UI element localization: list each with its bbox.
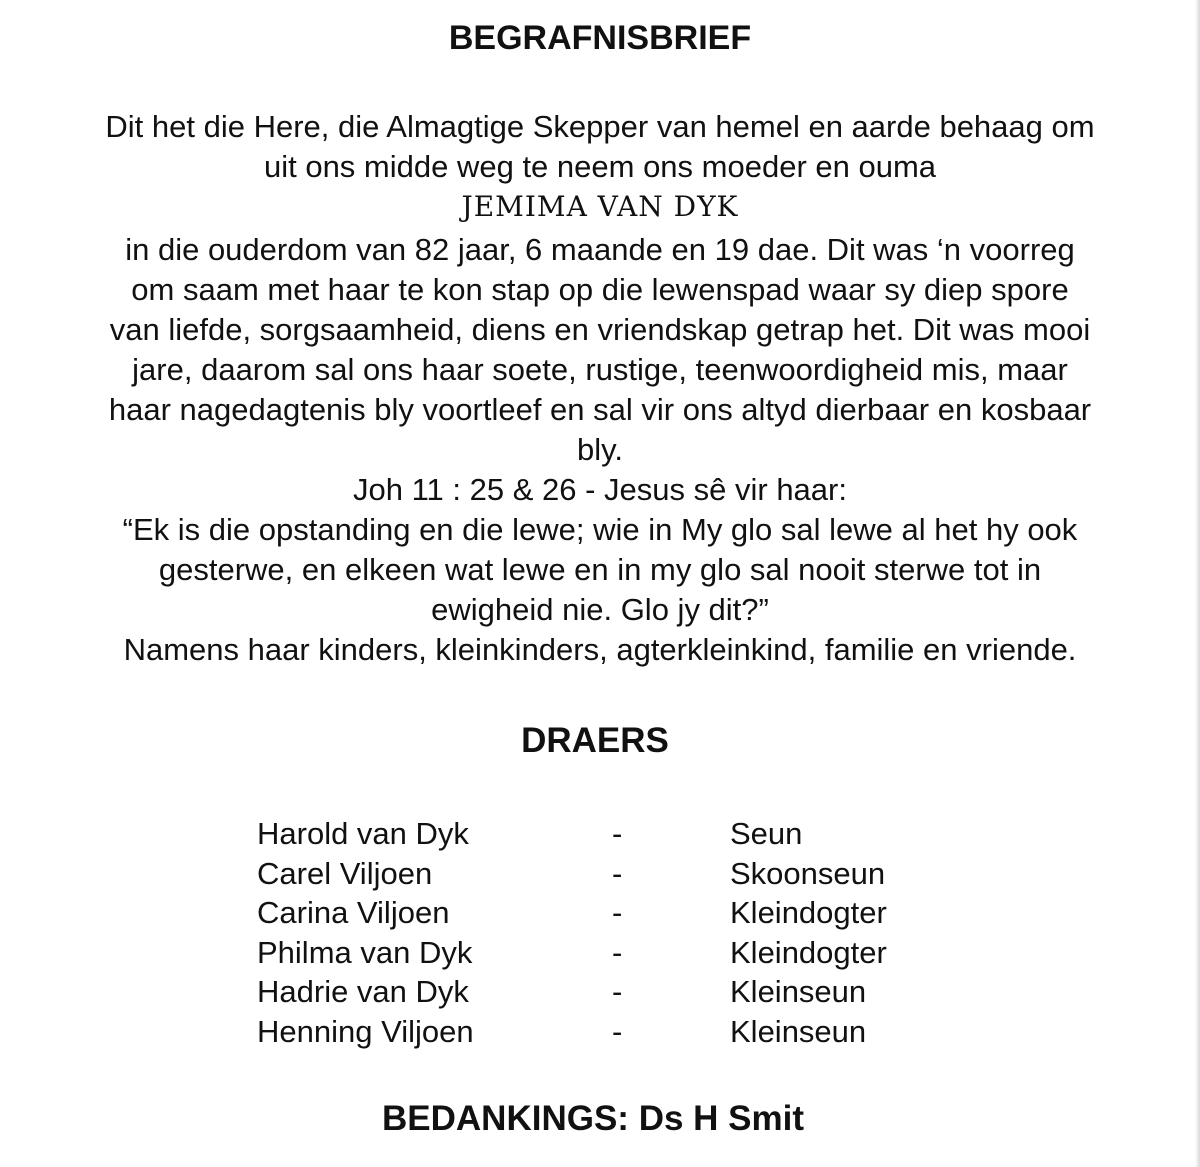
bearer-dash: - [612, 934, 623, 970]
bearer-name: Carina Viljoen [257, 895, 450, 931]
thanks-line [0, 1097, 1186, 1141]
bearer-row [257, 972, 957, 1012]
intro-line: uit ons midde weg te neem ons moeder en ouma [263, 149, 937, 184]
bearers-heading: DRAERS [521, 721, 669, 760]
bearer-name: Harold van Dyk [257, 816, 469, 851]
tribute-line: in die ouderdom van 82 jaar, 6 maande en 19 dae. Dit was ‘n voorreg [125, 232, 1075, 267]
bearer-relation: Kleinseun [730, 1013, 867, 1049]
signoff-line: Namens haar kinders, kleinkinders, agterkleinkind, familie en vriende. [123, 632, 1077, 667]
bearer-row [257, 854, 957, 894]
bearer-relation: Kleinseun [730, 974, 867, 1010]
scripture-line: “Ek is die opstanding en die lewe; wie in My glo sal lewe al het hy ook [122, 512, 1078, 547]
bearer-name: Carel Viljoen [257, 855, 433, 891]
tribute-line: haar nagedagtenis bly voortleef en sal vir ons altyd dierbaar en kosbaar [108, 392, 1092, 427]
bearer-name: Philma van Dyk [257, 934, 473, 970]
tribute-line: om saam met haar te kon stap op die lewenspad waar sy diep spore [131, 272, 1069, 307]
bearer-row [257, 1012, 957, 1052]
bearer-dash: - [612, 855, 623, 891]
bearer-relation: Seun [730, 816, 803, 851]
bearers-list [257, 814, 957, 1052]
scripture-line: gesterwe, en elkeen wat lewe en in my glo sal nooit sterwe tot in [158, 552, 1042, 587]
tribute-line: jare, daarom sal ons haar soete, rustige, teenwoordigheid mis, maar [132, 352, 1068, 387]
thanks-name: Ds H Smit [638, 1099, 804, 1138]
intro-line: Dit het die Here, die Almagtige Skepper van hemel en aarde behaag om [105, 109, 1095, 144]
scripture-line: ewigheid nie. Glo jy dit?” [431, 592, 769, 627]
scripture-reference: Joh 11 : 25 & 26 - Jesus sê vir haar: [353, 472, 847, 507]
bearer-relation: Kleindogter [730, 895, 887, 931]
bearer-dash: - [612, 1013, 623, 1049]
bearer-name: Henning Viljoen [257, 1013, 474, 1049]
tribute-line: bly. [577, 432, 623, 467]
tribute-line: van liefde, sorgsaamheid, diens en vriendskap getrap het. Dit was mooi [109, 312, 1091, 347]
scan-edge-shadow [1195, 0, 1200, 1167]
thanks-label: BEDANKINGS: [382, 1099, 629, 1138]
deceased-name: JEMIMA VAN DYK [461, 190, 739, 223]
letter-title: BEGRAFNISBRIEF [448, 19, 752, 57]
bearer-name: Hadrie van Dyk [257, 974, 469, 1010]
bearer-dash: - [612, 895, 623, 931]
bearer-dash: - [612, 816, 623, 851]
bearer-row [257, 933, 957, 973]
bearer-dash: - [612, 974, 623, 1010]
bearer-row [257, 893, 957, 933]
bearer-row [257, 814, 957, 854]
bearer-relation: Kleindogter [730, 934, 887, 970]
bearer-relation: Skoonseun [730, 855, 886, 891]
